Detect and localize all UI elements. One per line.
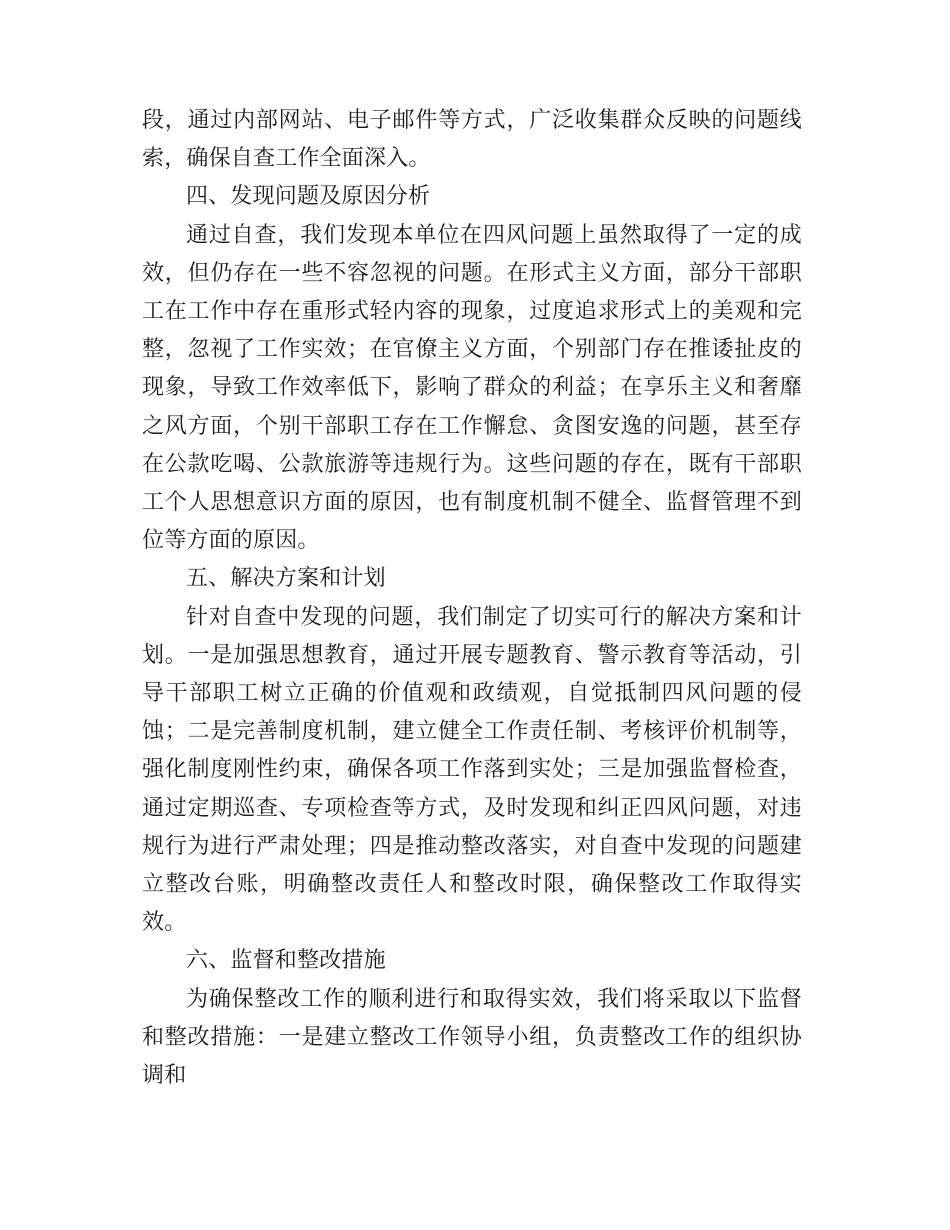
paragraph-supervision-measures: 为确保整改工作的顺利进行和取得实效，我们将采取以下监督和整改措施：一是建立整改工作领导小组，负责整改工作的组织协调和 bbox=[142, 986, 802, 1089]
section-heading-6: 六、监督和整改措施 bbox=[186, 948, 386, 974]
paragraph-continuation: 段，通过内部网站、电子邮件等方式，广泛收集群众反映的问题线索，确保自查工作全面深入。 bbox=[142, 108, 802, 172]
paragraph-solution-plan: 针对自查中发现的问题，我们制定了切实可行的解决方案和计划。一是加强思想教育，通过开展专题教育、警示教育等活动，引导干部职工树立正确的价值观和政绩观，自觉抵制四风问题的侵蚀；二是完善制度机制，建立健全工作责任制、考核评价机制等，强化制度刚性约束，确保各项工作落到实处；三是加强监督检查，通过定期巡查、专项检查等方式，及时发现和纠正四风问题，对违规行为进行严肃处理；四是推动整改落实，对自查中发现的问题建立整改台账，明确整改责任人和整改时限，确保整改工作取得实效。 bbox=[142, 604, 802, 936]
paragraph-problem-analysis: 通过自查，我们发现本单位在四风问题上虽然取得了一定的成效，但仍存在一些不容忽视的问题。在形式主义方面，部分干部职工在工作中存在重形式轻内容的现象，过度追求形式上的美观和完整，忽视了工作实效；在官僚主义方面，个别部门存在推诿扯皮的现象，导致工作效率低下，影响了群众的利益；在享乐主义和奢靡之风方面，个别干部职工存在工作懈怠、贪图安逸的问题，甚至存在公款吃喝、公款旅游等违规行为。这些问题的存在，既有干部职工个人思想意识方面的原因，也有制度机制不健全、监督管理不到位等方面的原因。 bbox=[142, 222, 802, 554]
section-heading-5: 五、解决方案和计划 bbox=[186, 566, 386, 592]
document-body bbox=[142, 102, 802, 1095]
section-heading-4: 四、发现问题及原因分析 bbox=[186, 184, 431, 210]
